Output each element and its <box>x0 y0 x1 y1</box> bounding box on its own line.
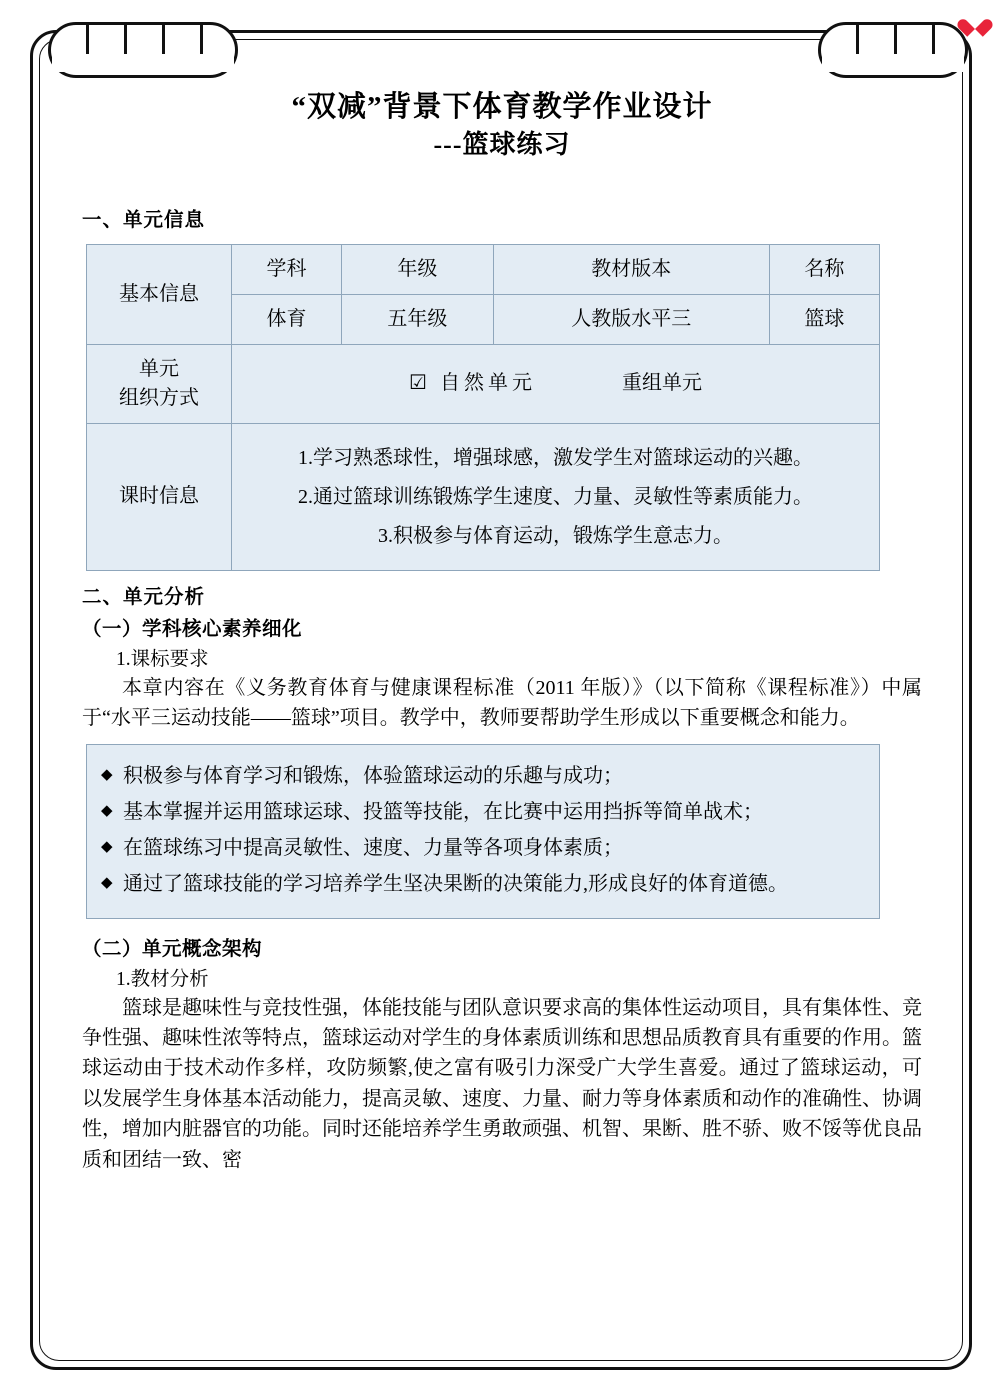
table-row <box>87 244 880 294</box>
scallop-rib <box>200 24 203 58</box>
lesson-item-1: 1.学习熟悉球性，增强球感，激发学生对篮球运动的兴趣。 <box>298 446 813 469</box>
scallop-rib <box>856 24 859 58</box>
document-title: “双减”背景下体育教学作业设计 <box>291 91 713 123</box>
scallop-rib <box>932 24 935 58</box>
lesson-info-label: 课时信息 <box>87 423 232 570</box>
bullet-text: 在篮球练习中提高灵敏性、速度、力量等各项身体素质； <box>123 836 623 859</box>
diamond-bullet-icon: ◆ <box>101 838 113 855</box>
item-curriculum-standard: 1.课标要求 <box>116 648 209 670</box>
list-item <box>101 834 865 863</box>
bullet-text: 基本掌握并运用篮球运球、投篮等技能，在比赛中运用挡拆等简单战术； <box>123 800 763 823</box>
list-item <box>101 798 865 827</box>
header-textbook-version: 教材版本 <box>493 244 769 294</box>
document-body <box>82 86 922 1177</box>
heart-icon <box>964 12 986 32</box>
option-regrouped-unit[interactable]: 重组单元 <box>621 372 702 395</box>
value-subject: 体育 <box>232 294 342 344</box>
diamond-bullet-icon: ◆ <box>101 874 113 891</box>
paragraph-curriculum-standard: 本章内容在《义务教育体育与健康课程标准（2011 年版）》（以下简称《课程标准》）中属于“水平三运动技能——篮球”项目。教学中，教师要帮助学生形成以下重要概念和能力。 <box>82 676 922 730</box>
basic-info-label: 基本信息 <box>87 244 232 344</box>
scallop-rib <box>124 24 127 58</box>
subsection-heading-unit-concept: （二）单元概念架构 <box>82 936 263 960</box>
unit-organization-label-line1: 单元 <box>139 357 179 380</box>
value-grade: 五年级 <box>342 294 494 344</box>
diamond-bullet-icon: ◆ <box>101 766 113 783</box>
document-subtitle: ---篮球练习 <box>433 130 571 160</box>
scallop-rib <box>86 24 89 58</box>
value-name: 篮球 <box>769 294 879 344</box>
header-subject: 学科 <box>232 244 342 294</box>
bullet-text: 通过了篮球技能的学习培养学生坚决果断的决策能力,形成良好的体育道德。 <box>123 872 788 895</box>
paragraph-textbook-analysis: 篮球是趣味性与竞技性强，体能技能与团队意识要求高的集体性运动项目，具有集体性、竞争性强、趣味性浓等特点，篮球运动对学生的身体素质训练和思想品质教育具有重要的作用。篮球运动由于技术动作多样，攻防频繁,使之富有吸引力深受广大学生喜爱。通过了篮球运动，可以发展学生身体基本活动能力，提高灵敏、速度、力量、耐力等身体素质和动作的准确性、协调性，增加内脏器官的功能。同时还能培养学生勇敢顽强、机智、果断、胜不骄、败不馁等优良品质和团结一致、密 <box>82 996 922 1171</box>
unit-organization-options <box>232 344 880 423</box>
section-heading-unit-analysis: 二、单元分析 <box>82 584 206 608</box>
header-grade: 年级 <box>342 244 494 294</box>
scallop-mask <box>52 54 234 72</box>
unit-organization-label <box>87 344 232 423</box>
scallop-rib <box>894 24 897 58</box>
option-natural-unit-checked[interactable]: ☑ 自然单元 <box>409 372 536 395</box>
lesson-info-values <box>232 423 880 570</box>
header-name: 名称 <box>769 244 879 294</box>
item-textbook-analysis: 1.教材分析 <box>116 968 209 990</box>
lesson-item-3: 3.积极参与体育运动，锻炼学生意志力。 <box>378 524 733 547</box>
scallop-mask <box>822 54 964 72</box>
table-row <box>87 423 880 570</box>
bullet-text: 积极参与体育学习和锻炼，体验篮球运动的乐趣与成功； <box>123 764 623 787</box>
list-item <box>101 870 865 899</box>
scallop-rib <box>162 24 165 58</box>
lesson-item-2: 2.通过篮球训练锻炼学生速度、力量、灵敏性等素质能力。 <box>298 485 813 508</box>
list-item <box>101 762 865 791</box>
table-row <box>87 344 880 423</box>
unit-organization-label-line2: 组织方式 <box>119 386 199 409</box>
diamond-bullet-icon: ◆ <box>101 802 113 819</box>
subsection-heading-core-literacy: （一）学科核心素养细化 <box>82 616 303 640</box>
key-concepts-box <box>86 744 880 919</box>
value-textbook-version: 人教版水平三 <box>493 294 769 344</box>
unit-info-table <box>86 244 880 571</box>
section-heading-unit-info: 一、单元信息 <box>82 207 206 231</box>
